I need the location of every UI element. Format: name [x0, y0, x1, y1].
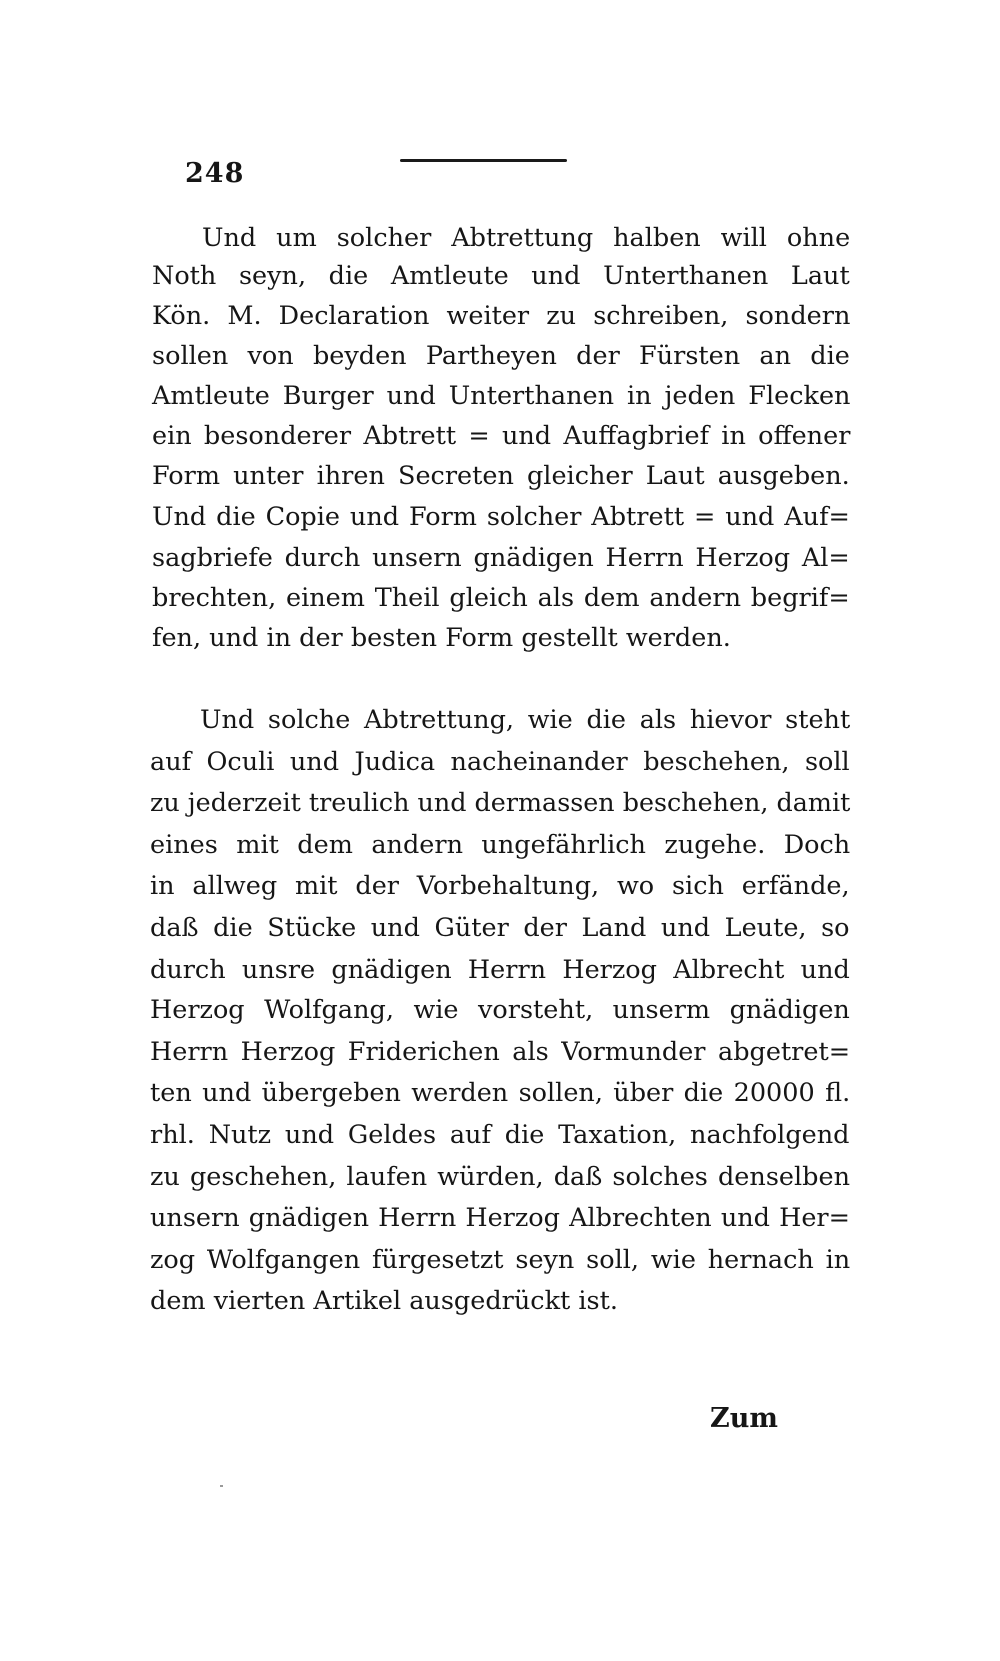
text-line: brechten, einem Theil gleich als dem andern begrif=: [152, 583, 850, 613]
text-line: eines mit dem andern ungefährlich zugehe. Doch: [150, 830, 851, 860]
catchword: Zum: [710, 1403, 778, 1434]
text-line: rhl. Nutz und Geldes auf die Taxation, nachfolgend: [150, 1120, 850, 1150]
text-line: zog Wolfgangen fürgesetzt seyn soll, wie hernach in: [150, 1245, 851, 1275]
text-line: sollen von beyden Partheyen der Fürsten an die: [152, 341, 850, 371]
text-line: zu jederzeit treulich und dermassen beschehen, damit: [150, 788, 851, 818]
text-line: ten und übergeben werden sollen, über die 20000 fl.: [150, 1078, 851, 1108]
text-line: zu geschehen, laufen würden, daß solches denselben: [150, 1162, 850, 1192]
text-line: Noth seyn, die Amtleute und Unterthanen Laut: [152, 261, 850, 291]
text-line: in allweg mit der Vorbehaltung, wo sich erfände,: [150, 871, 850, 901]
text-line: auf Oculi und Judica nacheinander beschehen, soll: [150, 747, 850, 777]
text-line: Und solche Abtrettung, wie die als hievor steht: [200, 705, 851, 735]
text-line: dem vierten Artikel ausgedrückt ist.: [150, 1286, 618, 1316]
text-line: Amtleute Burger und Unterthanen in jeden Flecken: [152, 381, 851, 411]
header-rule: [400, 159, 567, 162]
paper-speck: [220, 1485, 223, 1487]
text-line: daß die Stücke und Güter der Land und Leute, so: [150, 913, 850, 943]
page-number: 248: [185, 158, 245, 189]
text-line: fen, und in der besten Form gestellt werden.: [152, 623, 731, 653]
text-line: Und die Copie und Form solcher Abtrett = und Auf=: [152, 502, 850, 532]
text-line: durch unsre gnädigen Herrn Herzog Albrecht und: [150, 955, 850, 985]
text-line: Form unter ihren Secreten gleicher Laut ausgeben.: [152, 461, 850, 491]
text-line: ein besonderer Abtrett = und Auffagbrief in offener: [152, 421, 851, 451]
text-line: Herrn Herzog Friderichen als Vormunder abgetret=: [150, 1037, 851, 1067]
text-line: unsern gnädigen Herrn Herzog Albrechten und Her=: [150, 1203, 850, 1233]
text-line: Herzog Wolfgang, wie vorsteht, unserm gnädigen: [150, 995, 850, 1025]
text-line: Kön. M. Declaration weiter zu schreiben, sondern: [152, 301, 851, 331]
text-line: sagbriefe durch unsern gnädigen Herrn Herzog Al=: [152, 543, 850, 573]
text-line: Und um solcher Abtrettung halben will ohne: [202, 223, 851, 253]
